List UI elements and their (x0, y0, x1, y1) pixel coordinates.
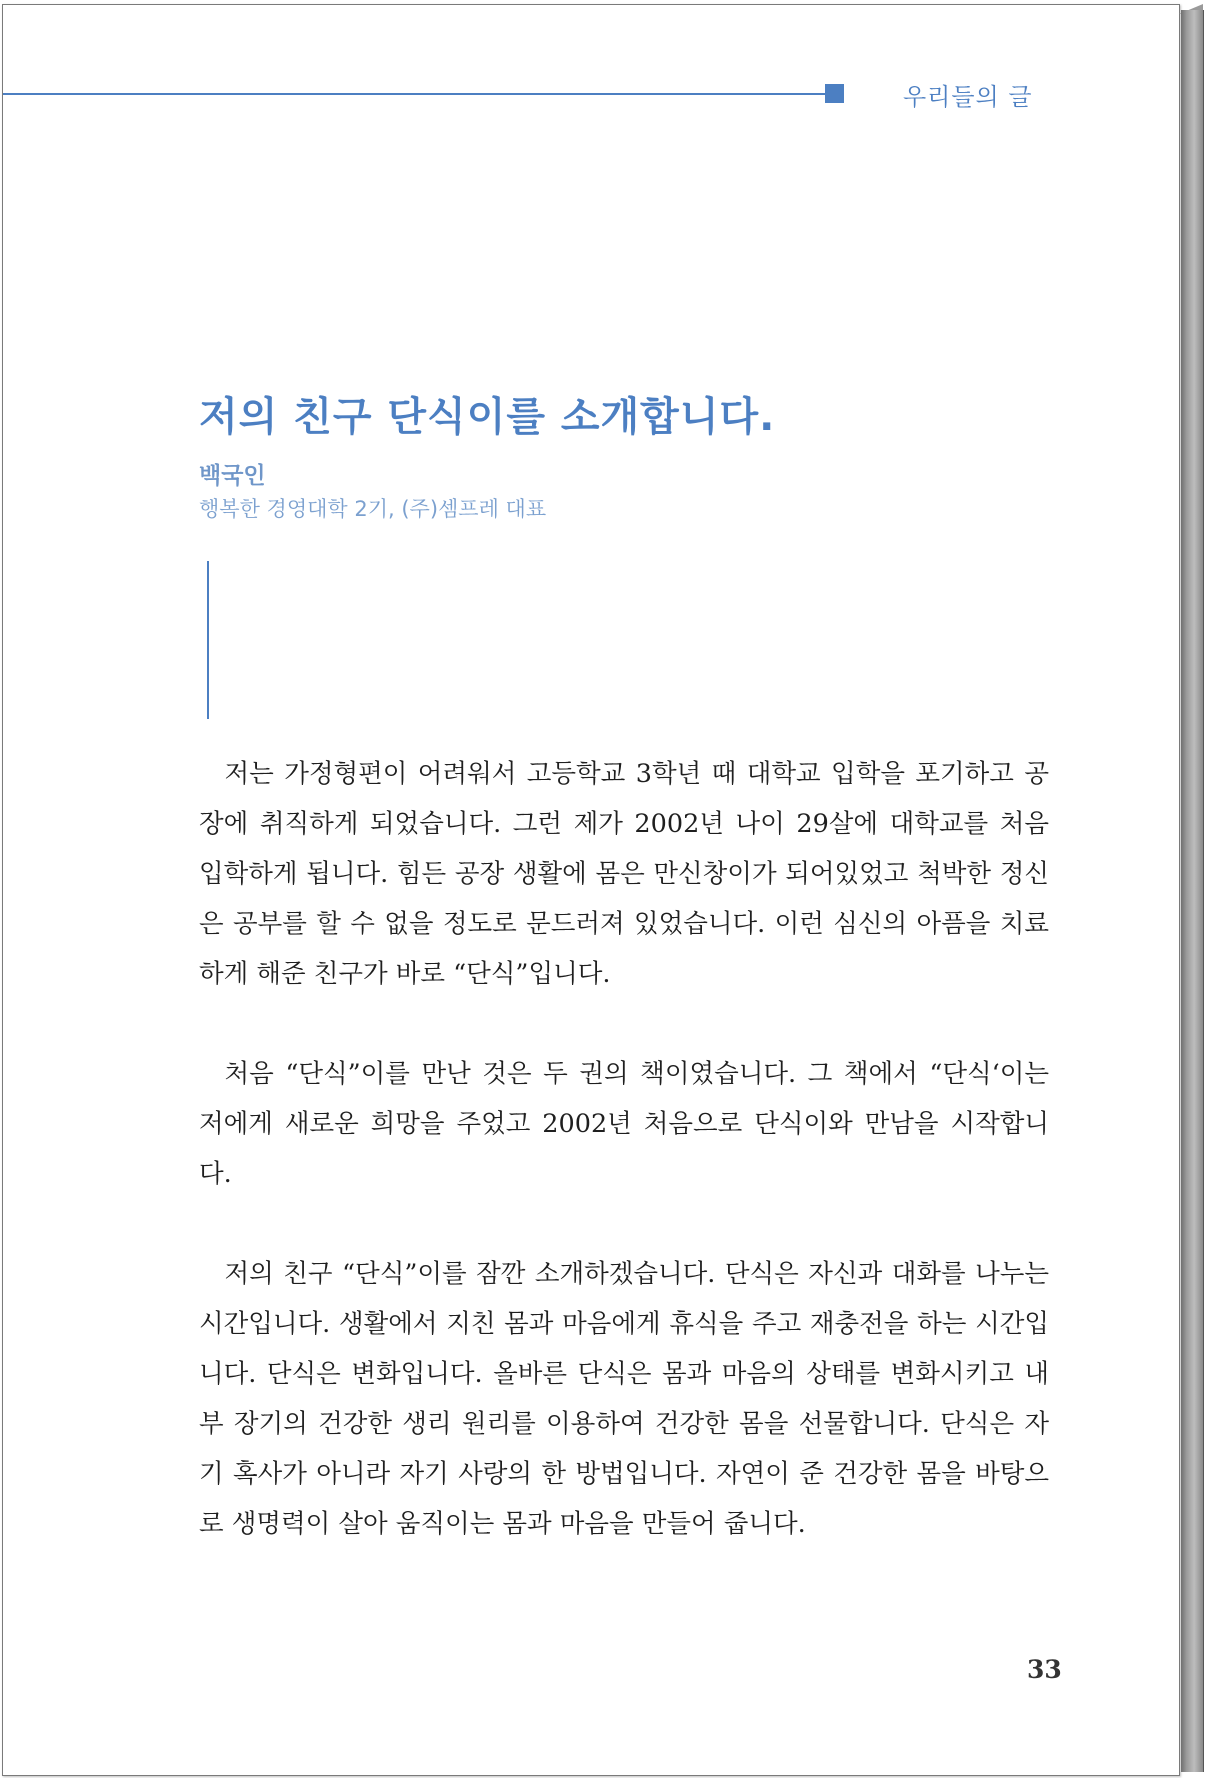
book-page (2, 4, 1180, 1776)
body-paragraph: 처음 “단식”이를 만난 것은 두 권의 책이였습니다. 그 책에서 “단식‘이는 저에게 새로운 희망을 주었고 2002년 처음으로 단식이와 만남을 시작합니다. (199, 1059, 1049, 1189)
article-title: 저의 친구 단식이를 소개합니다. (199, 394, 776, 440)
header-rule (3, 93, 825, 95)
header-square-marker (825, 84, 844, 103)
quote-bar (207, 561, 209, 719)
page-number: 33 (1027, 1655, 1062, 1684)
body-paragraph: 저는 가정형편이 어려워서 고등학교 3학년 때 대학교 입학을 포기하고 공장에 취직하게 되었습니다. 그런 제가 2002년 나이 29살에 대학교를 처음 입학하게 됩니다. 힘든 공장 생활에 몸은 만신창이가 되어있었고 척박한 정신은 공부를 할 수 없을 정도로 문드러져 있었습니다. 이런 심신의 아픔을 치료하게 해준 친구가 바로 “단식”입니다. (199, 759, 1049, 989)
author-affiliation: 행복한 경영대학 2기, (주)셈프레 대표 (199, 497, 547, 521)
author-name: 백국인 (199, 463, 266, 489)
body-paragraph: 저의 친구 “단식”이를 잠깐 소개하겠습니다. 단식은 자신과 대화를 나누는 시간입니다. 생활에서 지친 몸과 마음에게 휴식을 주고 재충전을 하는 시간입니다. 단식은 변화입니다. 올바른 단식은 몸과 마음의 상태를 변화시키고 내부 장기의 건강한 생리 원리를 이용하여 건강한 몸을 선물합니다. 단식은 자기 혹사가 아니라 자기 사랑의 한 방법입니다. 자연이 준 건강한 몸을 바탕으로 생명력이 살아 움직이는 몸과 마음을 만들어 줍니다. (199, 1259, 1049, 1539)
section-label: 우리들의 글 (903, 83, 1033, 111)
article-body (199, 749, 1049, 1599)
page-stack-edge (1181, 10, 1204, 1772)
